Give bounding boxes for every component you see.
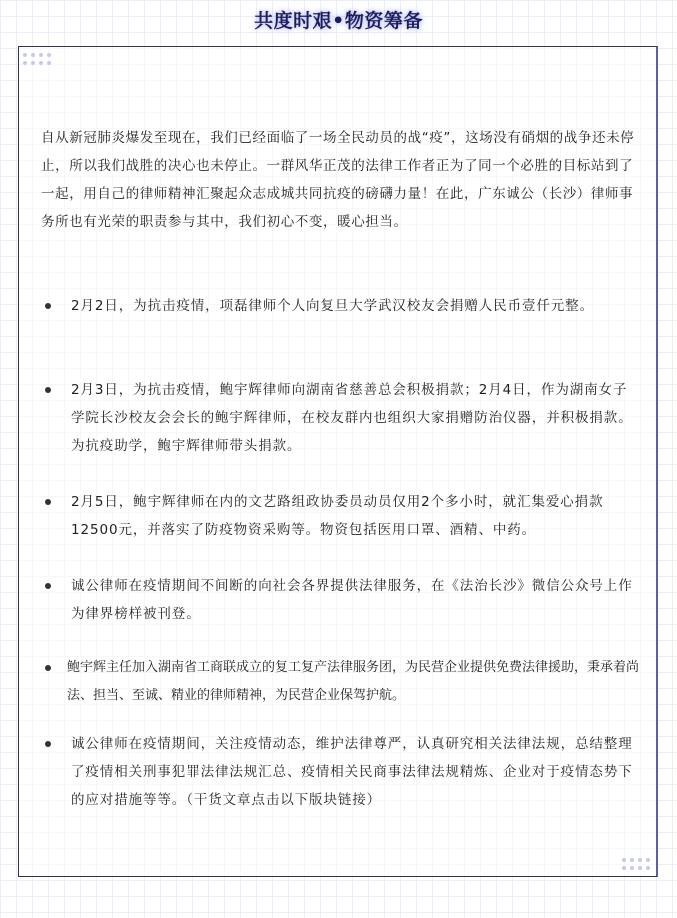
list-item: [41, 292, 639, 320]
intro-paragraph: 自从新冠肺炎爆发至现在，我们已经面临了一场全民动员的战“疫”，这场没有硝烟的战争还未停止，所以我们战胜的决心也未停止。一群风华正茂的法律工作者正为了同一个必胜的目标站到了一起，用自己的律师精神汇聚起众志成城共同抗疫的磅礴力量！在此，广东诚公（长沙）律师事务所也有光荣的职责参与其中，我们初心不变，暖心担当。: [41, 130, 635, 230]
article-card: [18, 46, 658, 877]
decorative-dots-bottom-right: [622, 858, 650, 870]
list-item: [41, 572, 639, 628]
list-item-text: 2月5日，鲍宇辉律师在内的文艺路组政协委员动员仅用2个多小时，就汇集爱心捐款12500元，并落实了防疫物资采购等。物资包括医用口罩、酒精、中药。: [71, 494, 604, 538]
list-item-text: 诚公律师在疫情期间，关注疫情动态，维护法律尊严，认真研究相关法律法规，总结整理了疫情相关刑事犯罪法律法规汇总、疫情相关民商事法律法规精炼、企业对于疫情态势下的应对措施等等。（干货文章点击以下版块链接）: [71, 736, 633, 808]
list-item-text: 诚公律师在疫情期间不间断的向社会各界提供法律服务，在《法治长沙》微信公众号上作为律界榜样被刊登。: [71, 578, 633, 622]
page-title: 共度时艰•物资筹备: [254, 10, 423, 32]
bullet-dot-icon: [45, 583, 51, 589]
bullet-dot-icon: [45, 741, 51, 747]
list-item: [41, 654, 639, 710]
list-item-text: 鲍宇辉主任加入湖南省工商联成立的复工复产法律服务团，为民营企业提供免费法律援助，秉承着尚法、担当、至诚、精业的律师精神，为民营企业保驾护航。: [67, 660, 640, 703]
bullet-dot-icon: [45, 499, 51, 505]
bullet-dot-icon: [45, 665, 51, 671]
decorative-dots-top-left: [23, 53, 51, 65]
list-item: [41, 376, 639, 460]
list-item[interactable]: [41, 730, 639, 814]
bullet-dot-icon: [45, 387, 51, 393]
list-item: [41, 488, 639, 544]
bullet-dot-icon: [45, 303, 51, 309]
list-item-text: 2月2日，为抗击疫情，项磊律师个人向复旦大学武汉校友会捐赠人民币壹仟元整。: [71, 298, 594, 314]
list-item-text: 2月3日，为抗击疫情，鲍宇辉律师向湖南省慈善总会积极捐款；2月4日，作为湖南女子学院长沙校友会会长的鲍宇辉律师，在校友群内也组织大家捐赠防治仪器，并积极捐款。为抗疫助学，鲍宇辉律师带头捐款。: [71, 382, 633, 454]
